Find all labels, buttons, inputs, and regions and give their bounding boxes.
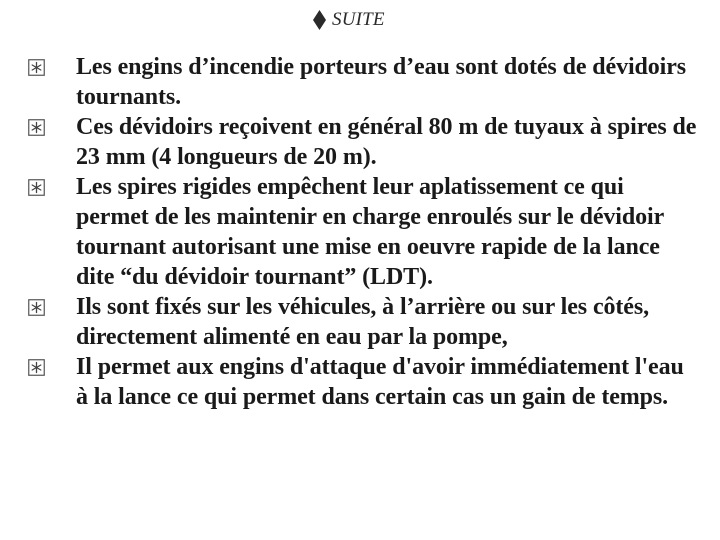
bullet-text: Ils sont fixés sur les véhicules, à l’arrière ou sur les côtés, directement alimenté en eau par la pompe,	[76, 294, 649, 350]
boxed-asterisk-icon	[28, 359, 45, 376]
bullet-item	[28, 172, 698, 292]
bullet-list	[28, 52, 698, 412]
slide-title: SUITE	[332, 9, 385, 30]
boxed-asterisk-icon	[28, 119, 45, 136]
bullet-item	[28, 52, 698, 112]
bullet-text: Les engins d’incendie porteurs d’eau sont dotés de dévidoirs tournants.	[76, 54, 687, 110]
bullet-text: Les spires rigides empêchent leur aplatissement ce qui permet de les maintenir en charge enroulés sur le dévidoir tournant autorisant une mise en oeuvre rapide de la lance dite “du dévidoir tournant” (LDT).	[76, 174, 664, 290]
boxed-asterisk-icon	[28, 59, 45, 76]
diamond-icon	[313, 10, 326, 30]
bullet-text: Il permet aux engins d'attaque d'avoir immédiatement l'eau à la lance ce qui permet dans certain cas un gain de temps.	[76, 354, 684, 410]
bullet-item	[28, 112, 698, 172]
boxed-asterisk-icon	[28, 179, 45, 196]
bullet-text: Ces dévidoirs reçoivent en général 80 m de tuyaux à spires de 23 mm (4 longueurs de 20 m).	[76, 114, 697, 170]
slide-header	[313, 9, 385, 31]
bullet-item	[28, 292, 698, 352]
bullet-item	[28, 352, 698, 412]
boxed-asterisk-icon	[28, 299, 45, 316]
